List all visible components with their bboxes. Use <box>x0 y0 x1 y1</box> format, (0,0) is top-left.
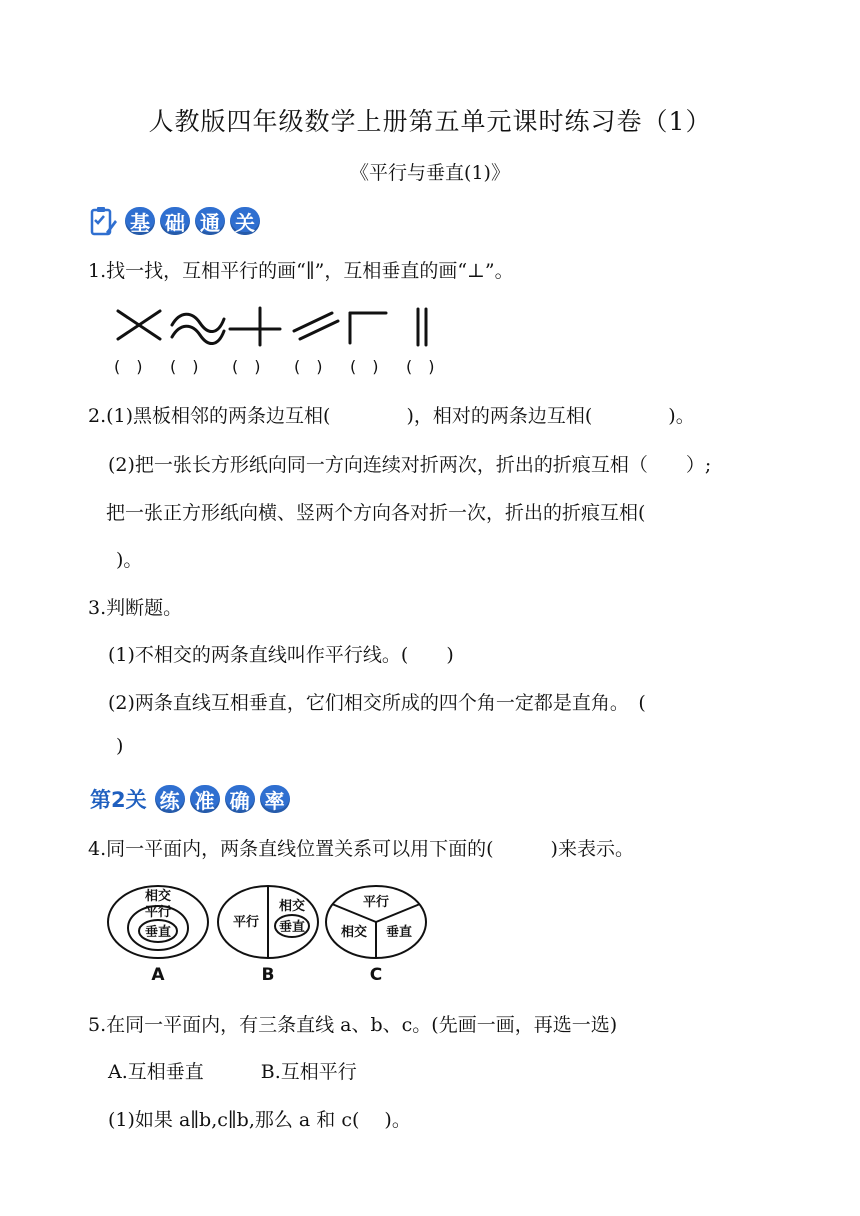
badge-char: 通 <box>195 207 225 235</box>
section-badge-basic <box>90 206 261 236</box>
question-2-part2-line2: 把一张正方形纸向横、竖两个方向各对折一次，折出的折痕互相( <box>106 502 646 524</box>
venn-a-outer-label: 相交 <box>144 889 172 904</box>
venn-a-inner-label: 垂直 <box>144 925 172 940</box>
answer-blank[interactable]: ( ) <box>232 357 261 376</box>
answer-blank[interactable]: ( ) <box>406 357 435 376</box>
question-5: 5.在同一平面内，有三条直线 a、b、c。(先画一画，再选一选) <box>88 1014 618 1036</box>
venn-c-top-label: 平行 <box>362 895 390 910</box>
venn-b-right-top-label: 相交 <box>278 899 306 914</box>
option-b-label[interactable]: B <box>261 965 275 985</box>
question-5-choices: A.互相垂直 B.互相平行 <box>108 1061 357 1083</box>
badge-char: 准 <box>190 785 220 813</box>
venn-c-bottom-left-label: 相交 <box>340 925 368 940</box>
badge-char: 练 <box>155 785 185 813</box>
answer-blank[interactable]: ( ) <box>350 357 379 376</box>
question-3-item1: (1)不相交的两条直线叫作平行线。( ) <box>108 644 454 666</box>
venn-a-middle-label: 平行 <box>144 905 172 920</box>
question-5-item1: (1)如果 a∥b,c∥b,那么 a 和 c( )。 <box>108 1109 411 1131</box>
answer-blank[interactable]: ( ) <box>170 357 199 376</box>
venn-b-left-label: 平行 <box>232 915 260 930</box>
badge-char: 础 <box>160 207 190 235</box>
venn-c-bottom-right-label: 垂直 <box>385 925 413 940</box>
page-subtitle: 《平行与垂直(1)》 <box>350 162 510 184</box>
badge-char: 基 <box>125 207 155 235</box>
option-c-label[interactable]: C <box>369 965 383 985</box>
badge-char: 确 <box>225 785 255 813</box>
badge-char: 率 <box>260 785 290 813</box>
q1-line-figures <box>108 303 448 353</box>
question-3-item2: (2)两条直线互相垂直，它们相交所成的四个角一定都是直角。 ( <box>108 692 646 714</box>
question-3-title: 3.判断题。 <box>88 597 183 619</box>
checklist-pencil-icon <box>90 206 118 236</box>
venn-b-right-inner-label: 垂直 <box>278 920 306 935</box>
level-label: 第2关 <box>90 788 147 812</box>
question-3-item2-end: ) <box>116 735 124 757</box>
question-4: 4.同一平面内，两条直线位置关系可以用下面的( )来表示。 <box>88 838 634 860</box>
badge-char: 关 <box>230 207 260 235</box>
section-badge-level2 <box>90 784 291 814</box>
page-title: 人教版四年级数学上册第五单元课时练习卷（1） <box>148 107 712 136</box>
option-a-label[interactable]: A <box>151 965 165 985</box>
q1-answer-row <box>114 354 452 377</box>
question-2-part2-line3: )。 <box>116 549 143 571</box>
q4-venn-diagrams <box>104 880 434 990</box>
question-2-part2-line1: (2)把一张长方形纸向同一方向连续对折两次，折出的折痕互相（ ）; <box>108 454 712 476</box>
answer-blank[interactable]: ( ) <box>114 357 143 376</box>
answer-blank[interactable]: ( ) <box>294 357 323 376</box>
question-1: 1.找一找，互相平行的画“∥”，互相垂直的画“⊥”。 <box>88 260 514 282</box>
question-2-part1: 2.(1)黑板相邻的两条边互相( )，相对的两条边互相( )。 <box>88 405 695 427</box>
